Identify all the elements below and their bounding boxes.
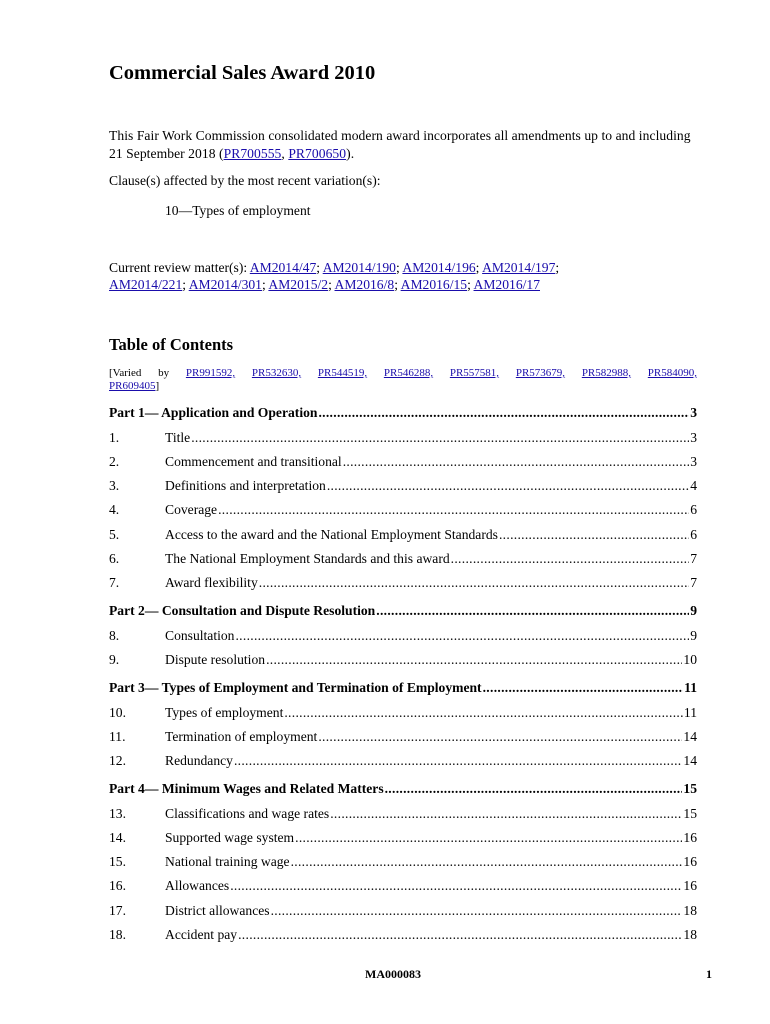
varied-link[interactable]: PR573679, [515,367,566,379]
toc-entry-page: 6 [690,502,697,517]
toc-entry-title: Part 1— Application and Operation [109,405,318,420]
toc-entry-number: 5. [109,527,120,542]
toc-entry-title: Title [165,430,191,445]
toc-clause-entry[interactable] [109,854,697,872]
toc-entry-number: 8. [109,628,120,643]
toc-dot-leader [238,927,682,943]
toc-entry-number: 6. [109,551,120,566]
toc-clause-entry[interactable] [109,927,697,945]
toc-part-entry[interactable] [109,405,697,423]
pr700650-link[interactable]: PR700650 [288,146,347,161]
varied-suffix: ] [155,380,160,392]
review-link[interactable]: AM2014/221 [109,277,183,292]
toc-clause-entry[interactable] [109,705,697,723]
toc-entry-number: 4. [109,502,120,517]
toc-dot-leader [451,551,690,567]
document-title: Commercial Sales Award 2010 [109,62,376,84]
toc-entry-page: 16 [683,878,697,893]
toc-entry-title: National training wage [165,854,290,869]
varied-prefix: [Varied by [109,367,170,379]
varied-link[interactable]: PR991592, [185,367,236,379]
footer-award-code: MA000083 [365,967,421,981]
toc-entry-page: 9 [690,603,697,618]
toc-dot-leader [218,502,689,518]
toc-entry-number: 7. [109,575,120,590]
toc-dot-leader [318,405,689,421]
varied-link[interactable]: PR544519, [317,367,368,379]
toc-entry-number: 11. [109,729,126,744]
toc-entry-title: Dispute resolution [165,652,266,667]
toc-entry-title: Types of employment [165,705,284,720]
toc-clause-entry[interactable] [109,830,697,848]
toc-entry-page: 3 [690,430,697,445]
toc-clause-entry[interactable] [109,575,697,593]
toc-entry-title: District allowances [165,903,270,918]
toc-entry-page: 15 [683,781,697,796]
toc-entry-number: 15. [109,854,126,869]
toc-entry-number: 14. [109,830,126,845]
clause-item: 10—Types of employment [165,203,311,218]
toc-entry-page: 6 [690,527,697,542]
toc-entry-title: Classifications and wage rates [165,806,330,821]
toc-dot-leader [284,705,683,721]
toc-entry-number: 12. [109,753,126,768]
intro-text-end: ). [346,146,355,161]
toc-dot-leader [385,781,683,797]
toc-clause-entry[interactable] [109,502,697,520]
toc-entry-page: 14 [683,753,697,768]
toc-entry-title: Award flexibility [165,575,258,590]
varied-link[interactable]: PR557581, [449,367,500,379]
review-label: Current review matter(s): [109,260,250,275]
toc-clause-entry[interactable] [109,430,697,448]
toc-dot-leader [376,603,689,619]
toc-entry-title: Part 3— Types of Employment and Termination of Employment [109,680,482,695]
toc-entry-page: 18 [683,927,697,942]
toc-clause-entry[interactable] [109,729,697,747]
varied-by-line-2 [109,380,159,392]
toc-dot-leader [271,903,683,919]
toc-entry-title: Allowances [165,878,230,893]
toc-entry-page: 7 [690,575,697,590]
toc-entry-title: Access to the award and the National Employment Standards [165,527,498,542]
toc-entry-number: 13. [109,806,126,821]
toc-entry-page: 14 [683,729,697,744]
review-link[interactable]: AM2014/301 [188,277,262,292]
toc-entry-number: 10. [109,705,126,720]
review-link[interactable]: AM2015/2 [268,277,329,292]
toc-entry-title: Termination of employment [165,729,318,744]
intro-text: This Fair Work Commission consolidated modern award incorporates all amendments up to and including 21 September 2018 ( [109,128,691,161]
footer-page-number: 1 [706,967,712,981]
intro-separator: , [281,146,289,161]
toc-entry-title: The National Employment Standards and this award [165,551,450,566]
varied-link[interactable]: PR532630, [251,367,302,379]
toc-dot-leader [499,527,689,543]
toc-title: Table of Contents [109,335,234,354]
toc-entry-page: 11 [684,680,697,695]
toc-dot-leader [235,628,689,644]
toc-dot-leader [327,478,689,494]
toc-part-entry[interactable] [109,680,697,698]
toc-clause-entry[interactable] [109,806,697,824]
toc-clause-entry[interactable] [109,903,697,921]
toc-dot-leader [318,729,682,745]
toc-dot-leader [191,430,689,446]
pr700555-link[interactable]: PR700555 [223,146,282,161]
review-link[interactable]: AM2016/8 [334,277,395,292]
review-link[interactable]: AM2014/196 [402,260,476,275]
toc-entry-page: 11 [683,705,697,720]
toc-entry-number: 16. [109,878,126,893]
varied-link[interactable]: PR582988, [581,367,632,379]
review-link[interactable]: AM2014/47 [249,260,317,275]
toc-entry-number: 1. [109,430,120,445]
review-link[interactable]: AM2016/17 [473,277,540,292]
toc-entry-page: 9 [690,628,697,643]
toc-entry-page: 16 [683,854,697,869]
toc-entry-title: Consultation [165,628,235,643]
review-matters: Current review matter(s): AM2014/47; AM2014/190; AM2014/196; AM2014/197; AM2014/221; AM2014/301; AM2015/2; AM2016/8; AM2016/15; AM2016/17 [109,260,560,292]
varied-link[interactable]: PR609405 [109,380,156,392]
toc-entry-page: 18 [683,903,697,918]
toc-dot-leader [230,878,682,894]
toc-entry-page: 4 [690,478,697,493]
toc-clause-entry[interactable] [109,454,697,472]
toc-entry-title: Redundancy [165,753,233,768]
toc-dot-leader [295,830,682,846]
toc-dot-leader [343,454,690,470]
toc-dot-leader [291,854,683,870]
toc-entry-page: 10 [683,652,697,667]
toc-entry-title: Part 2— Consultation and Dispute Resolution [109,603,376,618]
toc-part-entry[interactable] [109,603,697,621]
toc-clause-entry[interactable] [109,628,697,646]
toc-entry-page: 3 [690,405,697,420]
varied-link[interactable]: PR584090, [647,367,698,379]
toc-dot-leader [330,806,682,822]
toc-clause-entry[interactable] [109,527,697,545]
varied-by-line [109,366,697,381]
toc-part-entry[interactable] [109,781,697,799]
toc-entry-number: 3. [109,478,120,493]
toc-entry-number: 17. [109,903,126,918]
toc-entry-title: Commencement and transitional [165,454,342,469]
toc-dot-leader [259,575,689,591]
intro-paragraph [109,127,699,163]
toc-entry-number: 9. [109,652,120,667]
toc-entry-page: 16 [683,830,697,845]
toc-dot-leader [234,753,682,769]
toc-entry-title: Part 4— Minimum Wages and Related Matters [109,781,384,796]
review-link[interactable]: AM2014/190 [322,260,396,275]
toc-entry-title: Accident pay [165,927,238,942]
toc-entry-title: Definitions and interpretation [165,478,326,493]
toc-clause-entry[interactable] [109,652,697,670]
toc-entry-number: 18. [109,927,126,942]
review-link[interactable]: AM2014/197 [482,260,556,275]
toc-entry-number: 2. [109,454,120,469]
toc-clause-entry[interactable] [109,478,697,496]
varied-link[interactable]: PR546288, [383,367,434,379]
toc-clause-entry[interactable] [109,551,697,569]
toc-entry-page: 3 [690,454,697,469]
clause-label: Clause(s) affected by the most recent variation(s): [109,173,381,188]
toc-clause-entry[interactable] [109,878,697,896]
toc-entry-title: Supported wage system [165,830,295,845]
toc-entry-page: 15 [683,806,697,821]
toc-entry-title: Coverage [165,502,218,517]
toc-entry-page: 7 [690,551,697,566]
toc-dot-leader [483,680,684,696]
review-link[interactable]: AM2016/15 [400,277,468,292]
toc-clause-entry[interactable] [109,753,697,771]
toc-dot-leader [266,652,682,668]
